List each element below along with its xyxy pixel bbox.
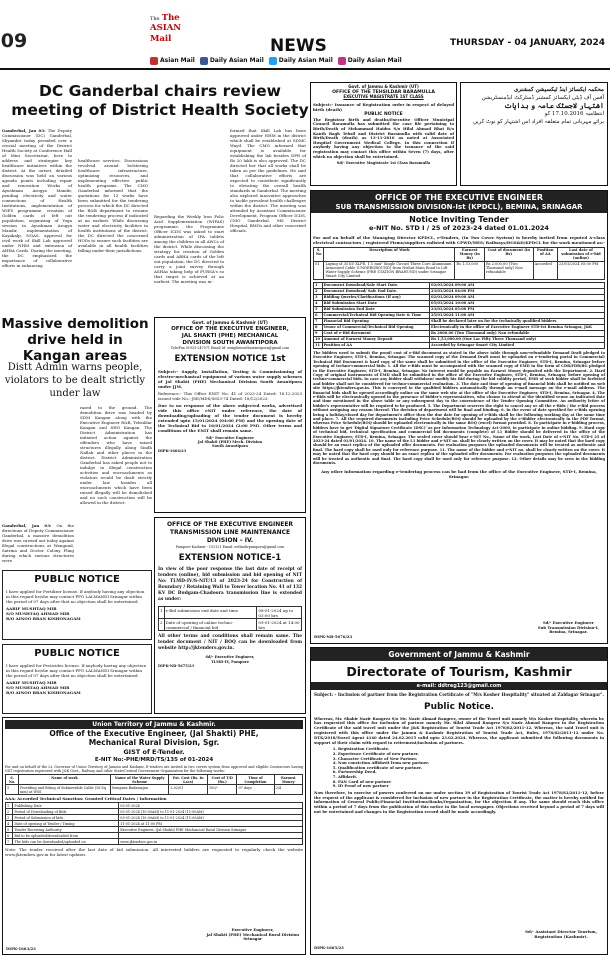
tlmd-dates-table: 1 e-Bid submission end date and time 08-01-2024 up to 03:00 hrs 2 Date of opening of online techno-commercial / financial bid 09-01-2024 at 14:00 hrs bbox=[160, 607, 300, 630]
phe-works-table: S. No. Name of work Name of the Water Supply Scheme Est. Cost (Rs. In Lacs) Cost of T/D (Rs.) Time of Completion Earnest Money 1 Providing and fitting of Submersible Cable (16 Sq mm) at WSS Sempura Budamajan 2.02/01 100/- 07 days 2/4 bbox=[5, 774, 303, 795]
kpdcl-office: OFFICE OF THE EXECUTIVE ENGINEER bbox=[311, 191, 607, 203]
baramulla-notice bbox=[310, 82, 457, 186]
tourism-govt: Government of Jammu & Kashmir bbox=[311, 648, 607, 661]
tourism-body2: Now therefore, in exercise of powers conferred on me under section 39 of Registration of Tourist Trade Act 1978/82/2011-12, before the request of the applicant is considered for inclusion of new partner in the Registration Certificate, the matter is hereby notified for information of General Public/Financial Institutions/Banks/Organization, for the objection if any. The same should reach this office within a period of 7 days from the publication of this notice in the local newspaper. Objections received beyond a period of 7 days will not be entertained and changes in the Registration record shall be made accordingly. bbox=[314, 789, 604, 814]
public-notice-1-title: PUBLIC NOTICE bbox=[34, 574, 120, 585]
tlmd-title: EXTENSION NOTICE-1 bbox=[178, 553, 282, 564]
story1-col1: Ganderbal, Jan 03: The Deputy Commissioner (DC) Ganderbal, Shyambir today presided over a crucial meeting of the District Health Society at Conference Hall of Mini Secretariat, here to address and strategize key healthcare initiatives within the district. At the outset, detailed discussion was held on various agenda points including repair and renovation Works of Ayushman Arogya Mandir, pending electricity and water connections of Health Institutions, implementation of WIFS programme, creation of Golden cards of left out population, organising of Yoga session in Ayushman Arogya Mandir, implementation of Kayakalp, NQAS, approval for civil work of Skill Lab approved under NHM and extension of AHHA Cards. During the meeting, the DC emphasized the importance of collaborative efforts in enhancing bbox=[2, 128, 73, 268]
story1-col3: Regarding the Weekly Iron Folic Acid Supplementation (WIFAS) programme, the Programme Officer ICDS was asked to start administration of IFA tablets among the children in all AWCs of the district. While discussing the strategy for creation of Golden cards and ABHA cards of the left out population, the DC directed to carry a joint survey through ASHAs taking help of PURSA's so that target is achieved at an earliest. The meeting was in- bbox=[154, 214, 224, 284]
kpdcl-nit: Notice Inviting Tender bbox=[409, 215, 509, 225]
kpdcl-intro: For and on behalf of the Managing Director KPDCL, e-Tenders, (In Two Cover System) is hereby invited from reputed A-class electrical contractors / registered Firms/suppliers enlisted with CPWD/MES/ Railways/DGS&D/KPDCL for the work mentioned as:- bbox=[313, 234, 605, 245]
public-notice-2-body: I have applied for Pesticides license. If anybody having any objection in this regard he/she may contact PPO LALMANDI Srinagar within the period of 07 days after that no objection shall be entertained. bbox=[6, 663, 147, 679]
urdu-line-4: انتظامیہ 17.10.2016 کو bbox=[544, 111, 604, 117]
baramulla-govt: Govt. of Jammu & Kashmir (UT) bbox=[348, 84, 419, 89]
phe-etender-notice bbox=[2, 717, 306, 955]
tlmd-sig2: TLMD-IV, Pampore bbox=[210, 659, 250, 664]
kpdcl-works-table: S. No Description of Work Earnest Money (in Rs) Cost of document (in Rs) Position of AA Last date of submission of e-bid (online) 01 Laying of 35 kV XLPE, 1.1 mm² Single Circuit Three Core Aluminium Armoured Cable (UNDERGROUND) from Nishat Main Road to Lift Water Supply Scheme (PHE STATION BRAHUND) under Srinagar Smart City Limited Rs 1,53,000 Rs 2,000.00 (Two Thousand only) Non refundable Accorded 23/01/2024 05:00 PM bbox=[313, 247, 605, 280]
story2-col1: Ganderbal, Jan 03: On the directions of Deputy Commissioner Ganderbal, a massive demolition drive was carried out today against illegal constructions at Wangund, Satrina and Doctor Colony Fling during which various structures were bbox=[2, 523, 74, 563]
phe-enit: E-NIT No:-PHE/MRD/TS/135 of 01-2024 bbox=[94, 757, 214, 764]
jalshakti-sig2: Jal Shakti (PHE) Mech. Division bbox=[197, 440, 263, 445]
public-notice-1-sig2: S/O MUSHTAQ AHMAD MIR bbox=[6, 611, 70, 617]
phe-dates-table: 1 Publishing Date 03-01-2024 2 Period of Downloading of Bids 03-01-2024 (10:00AM) to 11-01-2024 (11:00AM) 3 Period of Submission of bids 03-01-2024 (10:00AM) to 11-01-2024 (11:00AM) 4 Date of opening of Tender / Timing 11-01-2024 at 11:00 PM 5 Tender Receiving Authority Executive Engineer, (Jal Shakti) PHE Mechanical Rural Division Srinagar 6 Bid to be uploaded/downloaded from 7 The bids can be downloaded/uploaded on www.jktenders.gov.in bbox=[5, 802, 303, 845]
jalshakti-sig3: South Awantipora bbox=[212, 444, 248, 449]
jalshakti-reference: Reference:- This Office ENIT No: 41 of 2023-24 Dated: 18.12.2023 issued vide No.:-JSE/MDS/5653-74 Dated: 18/12/2023. bbox=[158, 390, 302, 401]
jalshakti-govt: Govt. of Jammu & Kashmir (UT) bbox=[192, 321, 268, 326]
baramulla-sig: Sd/- Executive Magistrate 1st Class Baramulla bbox=[336, 161, 431, 166]
story2-col2: razed to the ground. The demolition drive was headed by SDM Kangan along with the Executive Engineer R&B, Tehsildar Kangan and SHO Kangan. The District Administration has initiated action against the offenders who have raised structures illegally along Sindh Nallah and other places in the district. District Administration Ganderbal has asked people not to indulge in illegal construction activities and encroachments as violators would be dealt strictly under law besides all encroachments which have been raised illegally will be demolished and no such construction will be allowed in the district. bbox=[80, 405, 152, 505]
social-youtube[interactable]: Asian Mail bbox=[150, 57, 195, 65]
page-number: 09 bbox=[0, 30, 28, 52]
header-rule bbox=[0, 68, 610, 70]
baramulla-office: OFFICE OF THE TEHSILDAR BARAMULLA bbox=[332, 89, 435, 95]
tlmd-extension-notice bbox=[154, 517, 306, 714]
kpdcl-enit: e-NIT No. STD I / 25 of 2023-24 dated 01.01.2024 bbox=[369, 224, 549, 233]
tlmd-address: Pampore Kashmir - 192121 Email: eetlmdivpampore@gmail.com bbox=[175, 545, 285, 549]
tourism-subject: Subject: - Inclusion of partner from the Registration Certificate of "M/s Kosher Hospitality" situated at Zaldagar Srinagar". bbox=[314, 692, 604, 698]
urdu-line-1: محکمہ ایکسائز اینڈ ٹیکسیشن کمشنری bbox=[513, 87, 604, 93]
story1-col4: formed that Skill Lab has been approved under NHM in the district which shall be established at SDMC Wayil. The CMO informed that equipment is available for establishing the lab besides DPR of Rs 20 lakh is also approved. The DC directed her that all works shall be taken as per the guidelines. He said that collaborative efforts are expected to contribute significantly to elevating the overall health standards in Ganderbal. The meeting also explored innovative approaches to tackle prevalent health challenges within the district. The meeting was attended by Assistant Commissioner Development, Program Officer ICDS, CMO Ganderbal, MS District Hospital, BMOs and other concerned officials. bbox=[230, 128, 306, 233]
story2-headline: Massive demolition drive held in Kangan areas bbox=[1, 316, 149, 364]
baramulla-magistrate: EXECUTIVE MAGISTRATE 1ST CLASS bbox=[343, 94, 424, 100]
phe-footnote: Note: The tender received after the last date of bid submission. All interested bidders are requested to regularly check the website www.jktenders.gov.in for latest updates. bbox=[5, 847, 303, 858]
jalshakti-body: Due to no response of the above subjected works, advertised vide this office eNIT under reference, the date of downloading/uploading of the tender document is hereby extended upto 15/01/2024 (04:00 PM) and the opening date of the Technical Bid to 16/01/2024 (2:00 PM). Other terms and conditions of the ENIT shall remain same. bbox=[158, 402, 302, 433]
kpdcl-body: The bidders need to submit the proof/ cost of e-Bid document as stated in the above table through non-refundable Demand Draft pledged to Executive Engineer, STD-I, Bemina, Srinagar. The scanned copy of the Demand Draft must be uploaded on e-tendering portal in Commercial/ Technical Bid Document & hard copy of the same shall be submitted in the office of the Executive Engineer, STD-I, Bemina, Srinagar before opening of techno-commercial bids. 1. All the e-Bids must be accompanied with the scanned copy of EMD in the form of CDR/FDR/BG pledged to the Executive Engineer, STD-I, Bemina, Srinagar. No Interest would be payable on Earnest Money deposited with the Department. 2. Hard Copy of original instruments of EMD shall be submitted in the office of the Executive Engineer, STD-I, Bemina, Srinagar, before opening of techno-commercial bids. In case any bidder shall withdraw/ modify his Bid during the bid validity period, EMD of such bidder shall be forfeited and bidder shall not be considered for techno-commercial evaluation. 3. The date and time of opening of financial bids shall be notified on web site https://jktenders.gov.in. This is conveyed to the qualified bidders automatically through an e-mail message on the e-mail address. The financial bids shall be opened accordingly online on the same web site at the office of the Executive Engineer, STD-I, Bemina, Srinagar. 4. The e-Bids will be electronically opened in the presence of bidder's representatives, who choose to attend at the identified venue on indicated date and time mentioned in the above table or any subsequent day to the convenience of the Tender Opening Committee. An authority letter of bidder's representative will be required to be produced. 5. The Department reserves the right to cancel any or all the e-Bids / the e-Bid process without assigning any reason thereof. The decision of department will be final and binding. 6. In the event of date specified for e-Bids opening being a holiday/closed day for department's office then the due date for opening of e-Bids shall be the following working day at the same time and place. 7. All the required documents including Price Schedule/BOQ should be uploaded by the e-Bidder electronically in the PDF format, whereas Price Schedule/BOQ should be uploaded electronically in the same BOQ (excel) format provided. 8. To participate in e-bidding process, bidders have to get 'Digital Signature Certificate (DSC)' as per Information Technology Act-2000, to participate in online bidding. 9. Hard copy of technical bid, technical specification and commercial bid documents (complete) of L1 Bidder should be delivered in the office of the Executive Engineer, STD-I, Bemina, Srinagar. The sealed cover should bear e-NIT No., Name of the work, Last Date of e-NIT No. STD-I 25 of 2023-24 dated 01/01/2024. 10. The name of the L1 bidder and e-NIT no. shall be clearly written on the cover. It may be noted that the hard copy should be an exact replica of the uploaded offer documents. For evaluation purposes the uploaded documents will be treated as authentic and final. The hard copy shall be used only for reference purpose. 11. The name of the bidder and e-NIT no. shall be clearly written on the cover. It may be noted that the hard copy should be an exact replica of the uploaded offer documents. For evaluation purposes the uploaded documents will be treated as authentic and final. The hard copy shall be used only for reference purpose. 12. Other details may be seen in the bidding documents. bbox=[313, 350, 605, 466]
social-twitter[interactable]: Daily Asian Mail bbox=[269, 57, 333, 65]
urdu-line-5: برائے مہربانی تمام متعلقہ افراد اس اشتہار کو نوٹ کریں bbox=[472, 119, 604, 125]
tourism-docs-list: 1. Registration Certificate. 2. Experience Certificate of new partner. 3. Character Certificate of New Partner. 4. Non conviction Affidavit from new partner. 5. Qualification certificate of new partner. 6. Partnership Deed. 7. Affidavit. 8. PAN Card of new partner 9. ID Proof of new partner bbox=[314, 747, 604, 788]
twitter-icon bbox=[269, 57, 277, 65]
public-notice-2-sig1: AARIF MUSHTAQ MIR bbox=[6, 680, 57, 686]
phe-division: Mechanical Rural Division, Sgr. bbox=[88, 738, 220, 748]
tlmd-after: All other terms and conditions shall remain same. The tender document / NIT / BOQ can be downloaded from website http://jktenders.gov.in. bbox=[158, 634, 302, 652]
tourism-directorate: Directorate of Tourism, Kashmir bbox=[346, 664, 572, 680]
baramulla-body: The Registrar birth and deaths/Executive Officer Municipal Council Baramulla has submitted the case file pertaining to Birth/Death of Mohammad Haidra S/o Hilal Ahmad Bhat R/o Kanth Bagh Tehsil and District Baramulla with valid date of Birth/Death (death) as 13-11-2016 as noted at Associated Hospital Government Medical College. In this connection if anybody having any objection to the issuance of the said registration may contact this office within Seven (7) days, after which no objection shall be entertained. bbox=[313, 116, 454, 159]
phe-intro: For and on behalf of the Lt. Governor of Union Territory of Jammu and Kashmir, E-tenders are invited in two covers system from approved and eligible Contractors having GST registration registered with J&K Govt., Railway and other State/Central Government Organization for the following works: bbox=[5, 764, 303, 774]
jalshakti-contact: Tele/Fax 01933-247071 Email Id: eemphesouthawantipora@gmail.com bbox=[170, 346, 290, 351]
phe-note: AAA: Accorded Technical Sanction: Granted Critical Dates / Information bbox=[5, 796, 167, 802]
social-links bbox=[150, 55, 455, 67]
newspaper-logo: The The ASIAN Mail bbox=[150, 13, 182, 44]
kpdcl-division: SUB TRANSMISSION DIVISION-Ist (KPDCL), BEMINA, SRINAGAR bbox=[311, 203, 607, 214]
tlmd-office: OFFICE OF THE EXECUTIVE ENGINEER TRANSMISSION LINE MAINTENANCE DIVISION – IV. bbox=[166, 521, 294, 544]
youtube-icon bbox=[150, 57, 158, 65]
baramulla-pn: PUBLIC NOTICE bbox=[364, 112, 403, 118]
kpdcl-critical-dates: 1 Document Download/Sale Start Date. 02/01/2024 09:00 AM 2 Document Download/ Sale End Date. 23/01/2024 04:00 PM 3 Bidding Queries/Clarifications (If any) 02/01/2024 09:00 AM 4 Bid Submission Start Date 05/01/2024 10:00 AM 5 Bid Submission End Date 23/01/2024 05:00 PM 6 Commercial/Technical Bid Opening Date & Time 25/01/2024 11:00 AM 7 Financial Bid Opening Shall be declared later on for the technically qualified bidders 8 Venue of Commercial/Technical Bid Opening Electronically in the office of Executive Engineer STD-Ist Bemina Srinagar, J&K 9 Cost of e-Bid document Rs 2000.00 (Two Thousand only) Non refundable 10 Amount of Earnest Money Deposit Rs 1,53,000.00 (One Lac Fifty Three Thousand only) 11 Position of AA Accorded by Srinagar Smart City Limited bbox=[313, 282, 605, 349]
public-notice-1-sig1: AARIF MUSHTAQ MIR bbox=[6, 606, 57, 612]
phe-gist: GIST of E-Tender. bbox=[123, 748, 185, 757]
tourism-email: e-mail: ddtreg123@gmail.com bbox=[311, 682, 607, 690]
baramulla-subject: Subject:- Issuance of Registration order in respect of delayed birth (death) bbox=[313, 102, 454, 113]
social-instagram[interactable]: Daily Asian Mail bbox=[338, 57, 402, 65]
jalshakti-office: OFFICE OF THE EXECUTIVE ENGINEER, bbox=[171, 326, 289, 333]
jalshakti-dip: DIPK-1664/23 bbox=[158, 448, 187, 453]
tlmd-sig1: Sd/- Executive Engineer, bbox=[205, 655, 255, 660]
tlmd-body: In view of the poor response the last date of receipt of tenders (online), bid submission and bid opening of NIT No: TLMD-IV/S-NIT/13 of 2023-24 for Construction of Boundary / Retaining Wall to Tower location No. 41 of 132 KV DC Budgam-Chadoora transmission line is extended as under: bbox=[158, 567, 302, 603]
jalshakti-extension-notice bbox=[154, 317, 306, 513]
phe-dip: DIPK-1663/23 bbox=[6, 946, 36, 952]
jalshakti-dept: JAL SHAKTI (PHE) MECHANICAL bbox=[181, 332, 279, 339]
tourism-dip: DIPK-1665/23 bbox=[314, 945, 344, 951]
public-notice-1-body: I have applied for Fertilizer license. If anybody having any objection in this regard he/she may contact PPO LALMANDI Srinagar within the period of 07 days after that no objection shall be entertained. bbox=[6, 589, 145, 605]
instagram-icon bbox=[338, 57, 346, 65]
jalshakti-sig1: Sd/- Executive Engineer bbox=[205, 435, 255, 440]
urdu-line-2: آفس آف ڈپٹی ایکسائز کمشنر ڈسٹرکٹ ایڈمنسٹریشن bbox=[481, 95, 604, 101]
issue-date: THURSDAY - 04 JANUARY, 2024 bbox=[449, 38, 605, 48]
urdu-line-3: اشتہار لاجسٹک عامہ و ہدایات bbox=[504, 101, 604, 110]
story2-subhead: Distt Admin warns people, violators to be dealt strictly under law bbox=[4, 362, 146, 399]
tourism-body: Whereas, Mr. Shabir Nazir Rangrez S/o Mr. Nazir Ahmad Rangrez, owner of the Travel unit namely M/s Kosher Hospitality, wherein he has requested this office for inclusion of partner namely Mr. Bilal Ahmad Rangrez S/o Nazir Ahmad Rangrez in the Registration Certificate of the said travel unit under the J&K Registration of Tourist Trade Act 1978/82/2011-12. Whereas, the said Travel unit is registered with this office under the Jammu & Kashmir Registration of Tourist Trade Act, Rules, 1978/82/2011-12 under No. DTK/2018/Travel Agent 4140 dated 24.02.2015 valid upto 23.02.2024. Whereas, the applicant submitted the following documents in support of their claim with regard to retirement/inclusion of partners. bbox=[314, 715, 604, 745]
story1-headline: DC Ganderbal chairs review meeting of District Health Society bbox=[11, 82, 309, 119]
jalshakti-subject: Subject:- Supply, Installation, Testing & Commissioning of electro-mechanical equipment of various water supply schemes of Jal Shakti (PHE) Mechanical Division South Awantipora under JJM. bbox=[158, 368, 302, 389]
kpdcl-tender-notice bbox=[310, 190, 608, 644]
section-title: NEWS bbox=[270, 36, 327, 56]
kpdcl-foot: Any other information regarding e-tendering process can be had from the office of the Executive Engineer, STD-I, Bemina, Srinagar. bbox=[321, 468, 597, 479]
public-notice-2-sig2: S/O MUSHTAQ AHMAD MIR bbox=[6, 685, 70, 691]
public-notice-1 bbox=[2, 570, 152, 640]
urdu-notice bbox=[460, 82, 608, 186]
tourism-signature: Sd/- Assistant Director Tourism, Registration (Kashmir). bbox=[525, 929, 597, 940]
tlmd-dip: DIPK-NB-5675/23 bbox=[158, 664, 195, 669]
tourism-title: Public Notice. bbox=[423, 701, 495, 712]
public-notice-2 bbox=[2, 644, 152, 714]
kpdcl-dip: DIPK-NB-5676/23 bbox=[314, 634, 353, 640]
jalshakti-division: DIVISION SOUTH AWANTIPORA bbox=[182, 339, 278, 346]
public-notice-2-title: PUBLIC NOTICE bbox=[34, 648, 120, 659]
public-notice-2-sig3: R/O AINOO BRAN KISHONAGAM bbox=[6, 690, 81, 696]
facebook-icon bbox=[200, 57, 208, 65]
social-facebook[interactable]: Daily Asian Mail bbox=[200, 57, 264, 65]
phe-signature: Executive Engineer, Jal Shakti (PHE) Mechanical Rural Division Srinagar bbox=[206, 927, 299, 942]
public-notice-1-sig3: R/O AINOO BRAN KISHONAGAM bbox=[6, 616, 81, 622]
jalshakti-title: EXTENSION NOTICE 1st bbox=[174, 354, 286, 365]
story1-col2: healthcare services. Discussions revolved around bolstering healthcare infrastructure, optimizing resources, and implementing effective public health programs. The CMO Ganderbal informed that the quotations for 13 works have been submitted for the tendering process for which the DC directed the R&B department to resume the tendering process if indicated at an earliest. While discussing water and electricity facilities in health institutions of the district, the DC directed the concerned HODs to ensure such facilities are available in all health facilities falling under their jurisdictions. bbox=[78, 158, 148, 253]
phe-ut: Union Territory of Jammu & Kashmir. bbox=[5, 720, 303, 729]
phe-office: Office of the Executive Engineer, (Jal Shakti) PHE, bbox=[49, 729, 259, 739]
kpdcl-signature: Sd/- Executive Engineer Sub Transmission Division-I, Bemina, Srinagar. bbox=[537, 620, 599, 635]
tourism-public-notice bbox=[310, 647, 608, 955]
